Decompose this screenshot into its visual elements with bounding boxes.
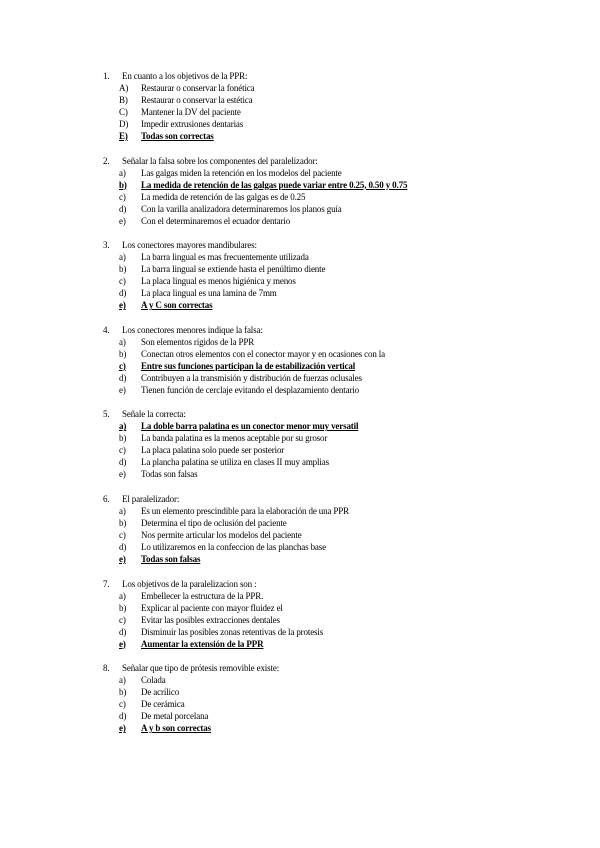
option-letter: e) [119, 384, 126, 395]
option-letter: B) [119, 95, 128, 105]
option-text: Evitar las posibles extracciones dentales [141, 614, 280, 625]
question-text: Señalar la falsa sobre los componentes del paralelizador: [122, 155, 318, 166]
option [103, 686, 523, 698]
option [103, 614, 523, 626]
option-letter: b) [119, 179, 127, 190]
question-list [103, 70, 523, 747]
option-letter: C) [119, 107, 128, 117]
question-header [103, 324, 523, 336]
option-letter: b) [119, 687, 127, 698]
option-letter: c) [119, 614, 126, 625]
option-correct [103, 722, 523, 734]
option-text: Todas son falsas [141, 469, 198, 480]
option [103, 602, 523, 614]
option-letter: b) [119, 433, 127, 444]
option-text: Restaurar o conservar la fonética [141, 83, 255, 93]
option [103, 456, 523, 468]
question-header [103, 662, 523, 674]
option [103, 167, 523, 179]
question-text: Señalar que tipo de prótesis removible existe: [122, 663, 280, 674]
option-letter: c) [119, 276, 126, 287]
option [103, 529, 523, 541]
option-correct [103, 553, 523, 565]
option-letter: d) [119, 457, 127, 468]
option-text: Entre sus funciones participan la de estabilización vertical [141, 360, 356, 371]
option-text: Es un elemento prescindible para la elaboración de una PPR [141, 505, 349, 516]
option [103, 275, 523, 287]
option [103, 348, 523, 360]
option [103, 203, 523, 215]
question-3 [103, 239, 523, 311]
option-letter: d) [119, 711, 127, 722]
question-2 [103, 155, 523, 227]
option-text: Contribuyen a la transmisión y distribución de fuerzas oclusales [141, 372, 362, 383]
option-text: Impedir extrusiones dentarias [141, 119, 244, 129]
option-text: Conectan otros elementos con el conector mayor y en ocasiones con la [141, 348, 385, 359]
option-letter: b) [119, 264, 127, 275]
option-text: La doble barra palatina es un conector menor muy versatil [141, 421, 359, 432]
option-text: Las galgas miden la retención en los modelos del paciente [141, 167, 342, 178]
question-text: En cuanto a los objetivos de la PPR: [122, 71, 248, 81]
option-text: Colada [141, 675, 166, 686]
question-number: 8. [103, 663, 110, 674]
question-text: Los conectores mayores mandibulares: [122, 240, 257, 251]
question-number: 4. [103, 324, 110, 335]
question-7 [103, 578, 523, 650]
option-text: Tienen función de cerclaje evitando el desplazamiento dentario [141, 384, 360, 395]
option-text: De acrilico [141, 687, 180, 698]
option-letter: a) [119, 590, 126, 601]
option-letter: c) [119, 529, 126, 540]
option-letter: b) [119, 348, 127, 359]
question-header [103, 578, 523, 590]
option-text: Mantener la DV del paciente [141, 107, 241, 117]
question-text: Los objetivos de la paralelizacion son : [122, 578, 257, 589]
option-text: Nos permite articular los modelos del paciente [141, 529, 302, 540]
option-text: Son elementos rígidos de la PPR [141, 336, 255, 347]
option [103, 287, 523, 299]
option-text: Explicar al paciente con mayor fluidez el [141, 602, 283, 613]
option-text: Todas son falsas [141, 553, 201, 564]
option-letter: a) [119, 167, 126, 178]
option [103, 336, 523, 348]
option-text: Aumentar la extensión de la PPR [141, 638, 264, 649]
option-letter: E) [119, 131, 128, 141]
option [103, 444, 523, 456]
option-text: La banda palatina es la menos aceptable por su grosor [141, 433, 328, 444]
option [103, 82, 523, 94]
option-text: La plancha palatina se utiliza en clases II muy amplias [141, 457, 329, 468]
option-letter: e) [119, 723, 126, 734]
option-letter: d) [119, 626, 127, 637]
option [103, 674, 523, 686]
option [103, 118, 523, 130]
option-letter: e) [119, 553, 126, 564]
option [103, 372, 523, 384]
option [103, 468, 523, 480]
option [103, 384, 523, 396]
option-letter: a) [119, 336, 126, 347]
question-number: 2. [103, 155, 110, 166]
option-text: La medida de retención de las galgas es de 0.25 [141, 191, 306, 202]
question-6 [103, 493, 523, 565]
option [103, 505, 523, 517]
option [103, 517, 523, 529]
question-8 [103, 662, 523, 734]
option-text: La medida de retención de las galgas puede variar entre 0.25, 0.50 y 0.75 [141, 179, 408, 190]
option-text: De metal porcelana [141, 711, 209, 722]
question-text: Los conectores menores indique la falsa: [122, 324, 263, 335]
option-text: Todas son correctas [141, 131, 214, 141]
option-text: Restaurar o conservar la estética [141, 95, 253, 105]
question-text: El paralelizador: [122, 493, 180, 504]
option-letter: a) [119, 252, 126, 263]
option-letter: D) [119, 119, 129, 129]
option-correct [103, 360, 523, 372]
option [103, 710, 523, 722]
option-correct [103, 130, 523, 142]
question-4 [103, 324, 523, 396]
option-text: La barra lingual es mas frecuentemente utilizada [141, 252, 309, 263]
option-letter: d) [119, 203, 127, 214]
option-text: La placa lingual es una lamina de 7mm [141, 288, 277, 299]
option-text: Embellecer la estructura de la PPR. [141, 590, 264, 601]
question-header [103, 155, 523, 167]
option-letter: e) [119, 638, 126, 649]
question-header [103, 70, 523, 82]
option-text: Disminuir las posibles zonas retentivas de la protesis [141, 626, 324, 637]
option-letter: d) [119, 372, 127, 383]
option-text: De cerámica [141, 699, 185, 710]
option-letter: e) [119, 300, 126, 311]
option [103, 698, 523, 710]
option [103, 590, 523, 602]
question-number: 5. [103, 409, 110, 420]
option-letter: a) [119, 421, 127, 432]
option-letter: b) [119, 602, 127, 613]
option-correct [103, 638, 523, 650]
option-letter: d) [119, 288, 127, 299]
question-1 [103, 70, 523, 142]
question-number: 6. [103, 493, 110, 504]
option-letter: e) [119, 215, 126, 226]
option-text: La barra lingual se extiende hasta el penúltimo diente [141, 264, 326, 275]
option [103, 251, 523, 263]
option-letter: c) [119, 445, 126, 456]
question-header [103, 239, 523, 251]
option [103, 626, 523, 638]
option [103, 94, 523, 106]
question-number: 7. [103, 578, 110, 589]
option-letter: c) [119, 699, 126, 710]
option-correct [103, 299, 523, 311]
question-number: 3. [103, 240, 110, 251]
option-letter: c) [119, 360, 126, 371]
option [103, 541, 523, 553]
option [103, 191, 523, 203]
question-header [103, 493, 523, 505]
option [103, 106, 523, 118]
option-letter: b) [119, 517, 127, 528]
option [103, 215, 523, 227]
option-text: A y b son correctas [141, 723, 211, 734]
option-letter: A) [119, 83, 129, 93]
option-correct [103, 420, 523, 432]
option-text: Con la varilla analizadora determinaremos los planos guía [141, 203, 342, 214]
option-letter: a) [119, 505, 126, 516]
option-text: La placa lingual es menos higiénica y menos [141, 276, 296, 287]
option-correct [103, 179, 523, 191]
option-text: Lo utilizaremos en la confeccion de las planchas base [141, 541, 326, 552]
option-letter: e) [119, 469, 126, 480]
question-5 [103, 408, 523, 480]
option-text: Con el determinaremos el ecuador dentario [141, 215, 291, 226]
option-letter: d) [119, 541, 127, 552]
option-text: A y C son correctas [141, 300, 213, 311]
option [103, 432, 523, 444]
question-header [103, 408, 523, 420]
option-letter: a) [119, 675, 126, 686]
option-text: La placa palatina solo puede ser posterior [141, 445, 285, 456]
option-text: Determina el tipo de oclusión del paciente [141, 517, 287, 528]
question-number: 1. [103, 71, 110, 81]
option [103, 263, 523, 275]
option-letter: c) [119, 191, 126, 202]
question-text: Señale la correcta: [122, 409, 186, 420]
